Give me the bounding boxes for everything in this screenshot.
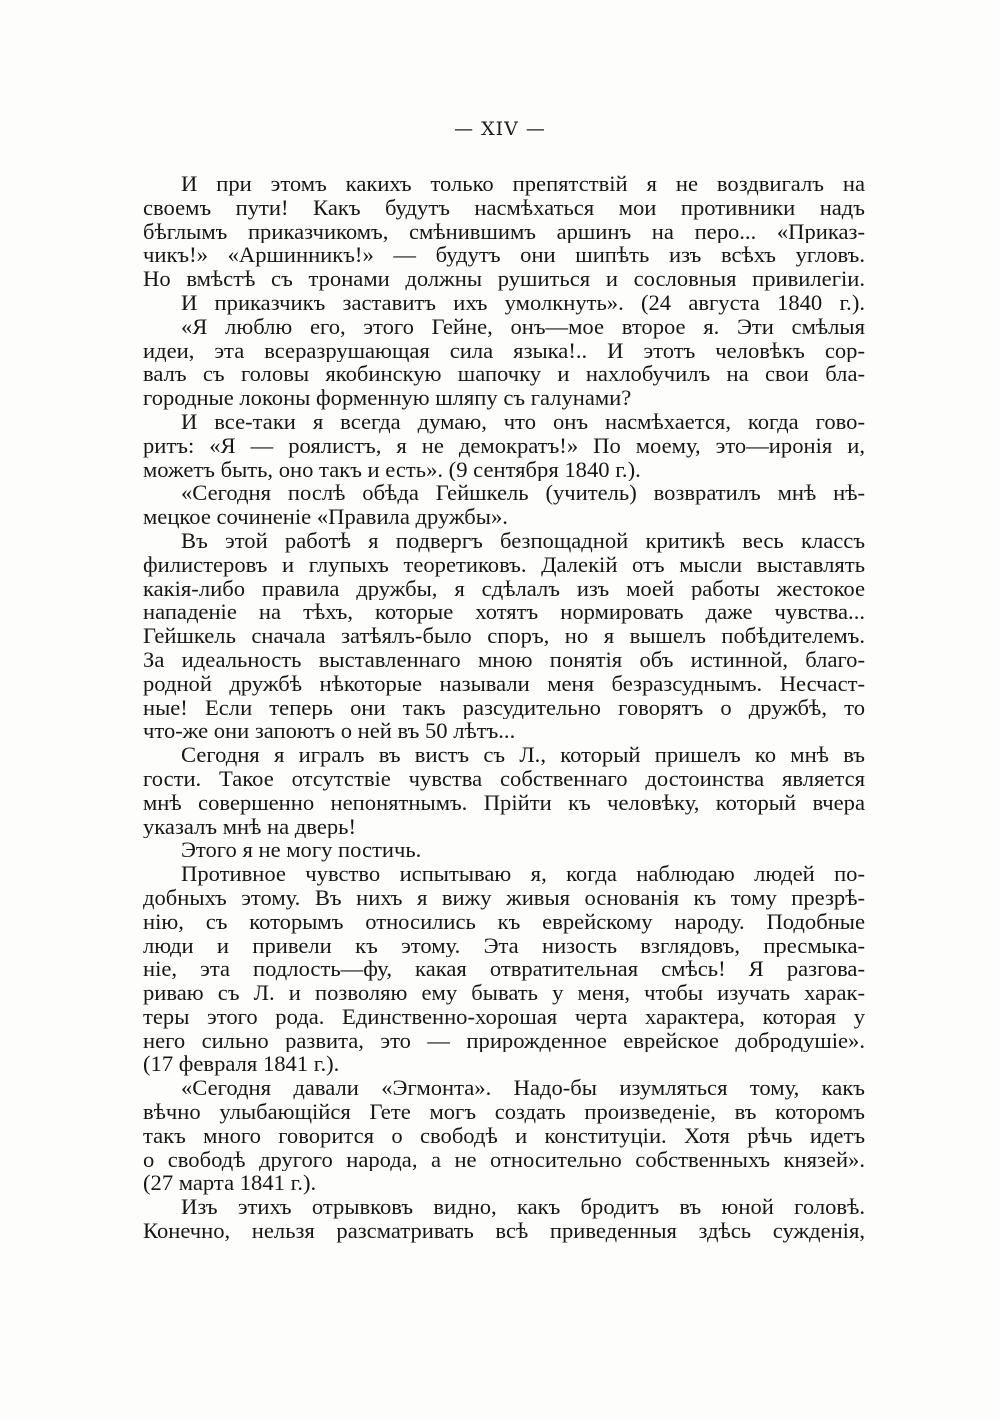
text-line: Противное чувство испытываю я, когда наблюдаю людей по- [181,862,865,886]
body-text [143,172,865,1243]
text-line: можетъ быть, оно такъ и есть». (9 сентября 1840 г.). [143,457,641,482]
text-line: И при этомъ какихъ только препятствій я не воздвигалъ на [181,172,865,196]
text-line: идеи, эта всеразрушающая сила языка!.. И этотъ человѣкъ сор- [143,338,865,363]
text-line: (17 февраля 1841 г.). [143,1052,340,1077]
text-line: И приказчикъ заставитъ ихъ умолкнуть». (24 августа 1840 г.). [181,290,865,315]
text-line: ніе, эта подлость—фу, какая отвратительная смѣсь! Я разгова- [143,957,865,982]
text-line: Изъ этихъ отрывковъ видно, какъ бродитъ въ юной головѣ. [181,1195,865,1220]
text-line: ритъ: «Я — роялистъ, я не демократъ!» По моему, это—иронія и, [143,433,865,458]
text-line: За идеальность выставленнаго мною понятія объ истинной, благо- [143,647,865,672]
text-line: своемъ пути! Какъ будутъ насмѣхаться мои противники надъ [143,195,865,220]
text-line: родной дружбѣ нѣкоторые называли меня безразсуднымъ. Несчаст- [143,671,865,696]
text-line: Этого я не могу постичь. [181,838,422,863]
text-line: добныхъ этому. Въ нихъ я вижу живыя основанія къ тому презрѣ- [143,885,865,910]
text-line: нію, съ которымъ относились къ еврейскому народу. Подобные [143,909,865,934]
text-line: И все-таки я всегда думаю, что онъ насмѣхается, когда гово- [181,409,865,434]
text-line: вѣчно улыбающійся Гете могъ создать произведеніе, въ которомъ [143,1100,865,1124]
text-line: Конечно, нельзя разсматривать всѣ приведенныя здѣсь сужденія, [143,1219,865,1243]
text-line: «Я люблю его, этого Гейне, онъ—мое второе я. Эти смѣлыя [181,314,865,339]
text-line: гости. Такое отсутствіе чувства собственнаго достоинства является [143,766,865,791]
text-line: указалъ мнѣ на дверь! [143,814,356,839]
text-line: люди и привели къ этому. Эта низость взглядовъ, пресмыка- [143,933,865,958]
page-number-header: — XIV — [454,118,546,140]
text-line: него сильно развита, это — прирожденное еврейское добродушіе». [143,1028,865,1053]
text-line: Въ этой работѣ я подвергъ безпощадной критикѣ весь классъ [181,528,865,553]
text-line: городные локоны форменную шляпу съ галунами? [143,386,632,410]
text-line: такъ много говорится о свободѣ и конституціи. Хотя рѣчь идетъ [143,1123,865,1148]
text-line: риваю съ Л. и позволяю ему бывать у меня, чтобы изучать харак- [143,981,865,1005]
text-line: о свободѣ другого народа, а не относительно собственныхъ князей». [143,1147,865,1172]
text-line: что-же они запоютъ о ней въ 50 лѣтъ... [143,719,516,744]
text-line: нападеніе на тѣхъ, которые хотятъ нормировать даже чувства... [143,600,865,625]
text-line: мнѣ совершенно непонятнымъ. Прійти къ человѣку, который вчера [143,790,865,815]
text-line: ные! Если теперь они такъ разсудительно говорятъ о дружбѣ, то [143,695,865,720]
text-line: Гейшкель сначала затѣялъ-было споръ, но я вышелъ побѣдителемъ. [143,624,865,648]
text-line: Но вмѣстѣ съ тронами должны рушиться и сословныя привилегіи. [143,267,865,291]
text-line: какія-либо правила дружбы, я сдѣлалъ изъ моей работы жестокое [143,576,865,601]
text-line: теры этого рода. Единственно-хорошая черта характера, которая у [143,1004,865,1029]
text-line: чикъ!» «Аршинникъ!» — будутъ они шипѣть изъ всѣхъ угловъ. [143,243,865,268]
text-line: бѣглымъ приказчикомъ, смѣнившимъ аршинъ на перо... «Приказ- [143,219,865,244]
text-line: «Сегодня послѣ обѣда Гейшкель (учитель) возвратилъ мнѣ нѣ- [181,481,865,506]
text-line: Сегодня я игралъ въ вистъ съ Л., который пришелъ ко мнѣ въ [181,743,865,767]
text-line: валъ съ головы якобинскую шапочку и нахлобучилъ на свои бла- [143,362,865,387]
text-line: (27 марта 1841 г.). [143,1171,317,1196]
text-line: филистеровъ и глупыхъ теоретиковъ. Далекій отъ мысли выставлять [143,552,865,577]
text-line: «Сегодня давали «Эгмонта». Надо-бы изумляться тому, какъ [181,1076,865,1101]
text-line: мецкое сочиненіе «Правила дружбы». [143,505,508,529]
